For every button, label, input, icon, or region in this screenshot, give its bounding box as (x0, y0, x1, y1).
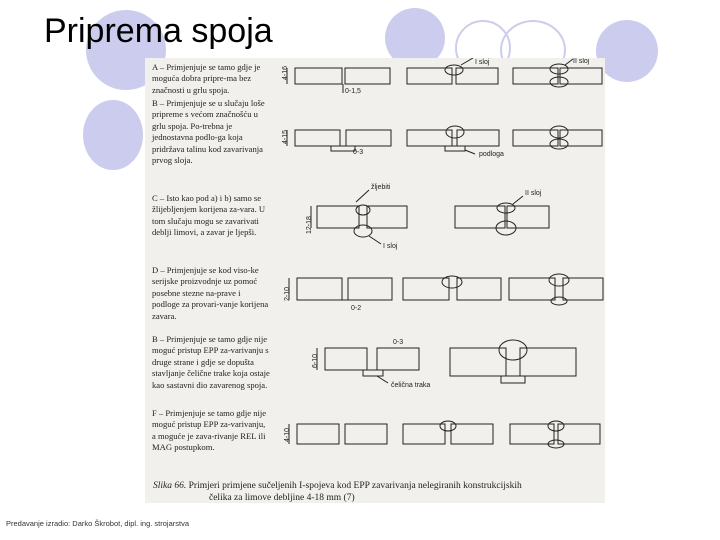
dim-row5-thickness: 6-10 (312, 353, 319, 368)
row-text-a: A – Primjenjuje se tamo gdje je moguća dobra pripre-ma bez značnosti u grlu spoja. (152, 62, 261, 95)
dim-row5-gap: 0-3 (393, 339, 404, 346)
caption-line-2: čelika za limove debljine 4-18 mm (7) (209, 493, 355, 503)
dim-row3-thickness: 12-18 (306, 216, 313, 234)
row-text-e: B – Primjenjuje se tamo gdje nije moguć pristup EPP za-varivanju s druge strane i gdje se dopušta stavljanje čelične trake koja ostaje kao sastavni dio zavarenog spoja. (152, 334, 270, 390)
dim-row2-thickness: 4-15 (282, 129, 289, 144)
plate-right (345, 68, 390, 84)
caption-label: Slika 66. (153, 481, 187, 491)
joint-drawings (145, 58, 605, 478)
label-backing: podloga (479, 151, 504, 158)
slide-title: Priprema spoja (44, 12, 273, 50)
figure-caption (153, 480, 593, 504)
row-text-c: C – Isto kao pod a) i b) samo se žlijebljenjem korijena za-vara. U tom slučaju mogu se zavarivati deblji limovi, a zavar je ljepši. (152, 193, 266, 238)
label-steel-strip: čelična traka (391, 382, 431, 389)
label-pass-two: II sloj (573, 58, 590, 65)
caption-line-1: Primjeri primjene sučeljenih I-spojeva kod EPP zavarivanja nelegiranih konstrukcijskih (188, 481, 522, 491)
dim-row1-gap: 0-1,5 (345, 88, 361, 95)
label-first-pass: I sloj (383, 243, 398, 250)
weld-bead (445, 65, 463, 75)
label-gouge: žljebiti (371, 184, 391, 191)
row-text-b: B – Primjenjuje se u slučaju loše pripreme s većom značnošću u grlu spoja. Po-trebna je jednostavna podlo-ga koja pridržava talinu kod zavarivanja prvog sloja. (152, 98, 265, 166)
decor-circle (596, 20, 658, 82)
decor-circle (83, 100, 143, 170)
row-text-d: D – Primjenjuje se kod viso-ke serijske proizvodnje uz pomoć posebne stezne na-prave i podloge za provari-vanje korijena zavara. (152, 265, 269, 321)
plate-left (295, 68, 342, 84)
label-second-pass: II sloj (525, 190, 542, 197)
dim-row4-thickness: 2-10 (284, 286, 291, 301)
dim-row2-gap: 0-3 (353, 149, 364, 156)
label-pass-one: I sloj (475, 59, 490, 66)
dim-row1-thickness: 4-16 (282, 65, 289, 80)
dim-row6-thickness: 4-10 (284, 427, 291, 442)
dim-row4-gap: 0-2 (351, 305, 362, 312)
row-text-f: F – Primjenjuje se tamo gdje nije moguć pristup EPP za-varivanju, a moguće je zava-rivanje REL ili MAG postupkom. (152, 408, 267, 453)
slide-footer: Predavanje izradio: Darko Škrobot, dipl. ing. strojarstva (6, 519, 190, 528)
backing-strip (331, 146, 355, 151)
